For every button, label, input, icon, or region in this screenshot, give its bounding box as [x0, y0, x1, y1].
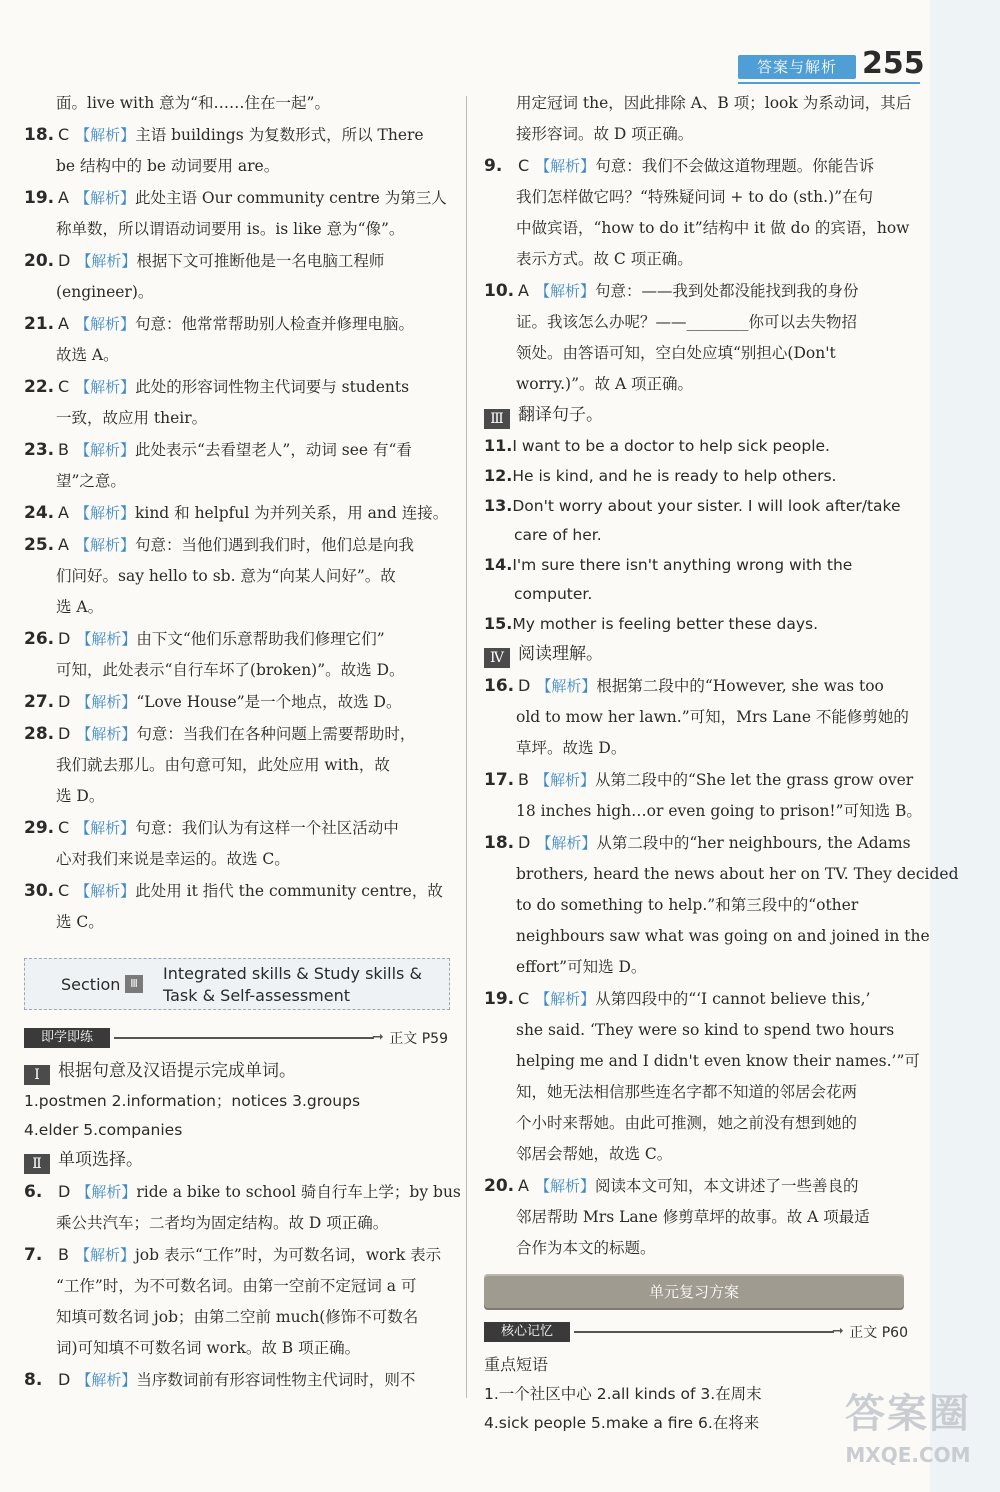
analysis-tag: 【解析】 — [76, 630, 137, 648]
explanation-text: ride a bike to school 骑自行车上学；by bus — [136, 1183, 461, 1201]
arrow-right-icon: ➞ — [372, 1029, 384, 1045]
question-number: 15. — [484, 614, 513, 633]
translation-text: I'm sure there isn't anything wrong with the — [512, 556, 853, 574]
part-1-icon: Ⅰ — [24, 1065, 50, 1085]
answer-line — [24, 308, 454, 340]
analysis-tag: 【解析】 — [75, 126, 136, 144]
answer-line — [24, 245, 454, 277]
translation-line: care of her. — [514, 526, 602, 544]
answer-line: 选 C。 — [56, 913, 104, 931]
explanation-text: 当序数词前有形容词性物主代词时，则不 — [136, 1371, 416, 1389]
explanation-text: kind 和 helpful 为并列关系，用 and 连接。 — [134, 504, 449, 522]
margin-strip — [930, 0, 1000, 1492]
part-3-icon: Ⅲ — [484, 409, 510, 429]
answer-line: 领处。由答语可知，空白处应填“别担心(Don't — [516, 344, 836, 362]
watermark-logo — [828, 1388, 988, 1484]
part-4-title: 阅读理解。 — [518, 644, 603, 664]
key-phrase-row: 4.sick people 5.make a fire 6.在将来 — [484, 1414, 760, 1432]
explanation-text: 此处表示“去看望老人”，动词 see 有“看 — [135, 441, 412, 459]
answer-choice: A — [58, 314, 69, 333]
answer-choice: C — [58, 881, 70, 900]
explanation-text: job 表示“工作”时，为可数名词，work 表示 — [135, 1246, 442, 1264]
translation-line — [484, 491, 914, 521]
drill-header — [24, 1024, 454, 1052]
answer-line: 合作为本文的标题。 — [516, 1239, 656, 1257]
analysis-tag: 【解析】 — [76, 725, 137, 743]
analysis-tag: 【解析】 — [535, 990, 596, 1008]
explanation-text: 句意：当我们在各种问题上需要帮助时， — [136, 725, 416, 743]
answer-choice: C — [518, 989, 530, 1008]
answer-line: 乘公共汽车；二者均为固定结构。故 D 项正确。 — [56, 1214, 389, 1232]
core-memory-rule — [574, 1331, 834, 1333]
analysis-tag: 【解析】 — [74, 504, 135, 522]
answer-line — [484, 764, 914, 796]
translation-text: I want to be a doctor to help sick people. — [512, 437, 830, 455]
arrow-right-icon: ➞ — [832, 1323, 844, 1339]
answer-line: effort”可知选 D。 — [516, 958, 647, 976]
explanation-text: 从第四段中的“‘I cannot believe this,’ — [595, 990, 871, 1008]
answer-line: old to mow her lawn.”可知，Mrs Lane 不能修剪她的 — [516, 708, 909, 726]
part-1-row: 1.postmen 2.information；notices 3.groups — [24, 1092, 361, 1110]
answer-choice: A — [518, 1176, 529, 1195]
answer-choice: B — [58, 440, 69, 459]
translation-text: My mother is feeling better these days. — [512, 615, 819, 633]
translation-line — [484, 609, 914, 639]
answer-line: 词)可知填不可数名词 work。故 B 项正确。 — [56, 1339, 361, 1357]
answer-line: 个小时来帮她。由此可推测，她之前没有想到她的 — [516, 1114, 858, 1132]
analysis-tag: 【解析】 — [535, 157, 596, 175]
right-answers — [484, 88, 914, 400]
section-title-line-1: Integrated skills & Study skills & — [163, 964, 422, 983]
answer-line — [24, 1239, 454, 1271]
question-number: 11. — [484, 436, 513, 455]
explanation-text: 根据下文可推断他是一名电脑工程师 — [136, 252, 385, 270]
review-bar: 单元复习方案 — [484, 1274, 904, 1310]
analysis-tag: 【解析】 — [76, 693, 137, 711]
left-column — [24, 88, 461, 1396]
left-answers — [24, 88, 454, 938]
question-number: 8. — [24, 1370, 43, 1390]
explanation-text: 此处主语 Our community centre 为第三人 — [134, 189, 447, 207]
section-label: Section — [61, 975, 121, 994]
explanation-text: 用定冠词 the，因此排除 A、B 项；look 为系动词，其后 — [516, 94, 912, 112]
part-2-title: 单项选择。 — [58, 1150, 143, 1170]
answer-line: 知填可数名词 job；由第二空前 much(修饰不可数名 — [56, 1308, 419, 1326]
analysis-tag: 【解析】 — [534, 771, 595, 789]
answer-line — [484, 827, 914, 859]
question-number: 20. — [484, 1176, 515, 1196]
answer-choice: C — [58, 377, 70, 396]
answer-choice: D — [518, 833, 531, 852]
answer-line: 选 A。 — [56, 598, 104, 616]
analysis-tag: 【解析】 — [74, 441, 135, 459]
question-number: 12. — [484, 466, 513, 485]
answer-line: 草坪。故选 D。 — [516, 739, 627, 757]
answer-choice: A — [58, 535, 69, 554]
reading-answers — [484, 670, 959, 1264]
answer-line — [24, 875, 454, 907]
analysis-tag: 【解析】 — [74, 315, 135, 333]
analysis-tag: 【解析】 — [534, 1177, 595, 1195]
question-number: 21. — [24, 314, 55, 334]
answer-line: brothers, heard the news about her on TV. They decided — [516, 865, 959, 883]
answer-line — [24, 497, 454, 529]
explanation-text: “Love House”是一个地点，故选 D。 — [136, 693, 402, 711]
answer-line — [24, 812, 454, 844]
header-rule — [738, 82, 920, 84]
answer-line: 中做宾语，“how to do it”结构中 it 做 do 的宾语，how — [516, 219, 910, 237]
answer-line — [484, 1170, 914, 1202]
answer-choice: B — [518, 770, 529, 789]
part-1-title: 根据句意及汉语提示完成单词。 — [58, 1061, 296, 1081]
answer-line: 们问好。say hello to sb. 意为“向某人问好”。故 — [56, 567, 396, 585]
core-memory-page-ref: 正文 P60 — [849, 1325, 908, 1341]
question-number: 20. — [24, 251, 55, 271]
translation-line — [484, 550, 914, 580]
question-number: 16. — [484, 676, 515, 696]
key-phrases-title: 重点短语 — [484, 1355, 549, 1374]
question-number: 22. — [24, 377, 55, 397]
answer-line: 18 inches high…or even going to prison!”可知选 B。 — [516, 802, 922, 820]
analysis-tag: 【解析】 — [75, 882, 136, 900]
explanation-text: 主语 buildings 为复数形式，所以 There — [135, 126, 424, 144]
answer-line: 称单数，所以谓语动词要用 is。is like 意为“像”。 — [56, 220, 405, 238]
analysis-tag: 【解析】 — [74, 1246, 135, 1264]
explanation-text: 由下文“他们乐意帮助我们修理它们” — [136, 630, 385, 648]
drill-badge: 即学即练 — [24, 1028, 110, 1048]
analysis-tag: 【解析】 — [76, 1183, 137, 1201]
explanation-text: 此处用 it 指代 the community centre，故 — [135, 882, 443, 900]
answer-line: “工作”时，为不可数名词。由第一空前不定冠词 a 可 — [56, 1277, 417, 1295]
translation-text: Don't worry about your sister. I will look after/take — [512, 497, 901, 515]
answer-line — [24, 1176, 461, 1208]
watermark-site: MXQE.COM — [845, 1443, 971, 1467]
answer-line: 望”之意。 — [56, 472, 126, 490]
explanation-text: 阅读本文可知，本文讲述了一些善良的 — [594, 1177, 859, 1195]
core-memory-badge: 核心记忆 — [484, 1322, 570, 1342]
answer-line: 知，她无法相信那些连名字都不知道的邻居会花两 — [516, 1083, 858, 1101]
question-number: 19. — [484, 989, 515, 1009]
column-divider — [466, 96, 467, 1398]
answer-line — [24, 88, 454, 119]
answer-choice: A — [518, 281, 529, 300]
answer-line: 故选 A。 — [56, 346, 119, 364]
section-box — [24, 958, 450, 1010]
answer-choice: A — [58, 503, 69, 522]
answer-choice: C — [58, 125, 70, 144]
question-number: 14. — [484, 555, 513, 574]
answer-line: she said. ‘They were so kind to spend two hours — [516, 1021, 895, 1039]
answer-line: be 结构中的 be 动词要用 are。 — [56, 157, 280, 175]
answer-line — [24, 434, 454, 466]
question-number: 27. — [24, 692, 55, 712]
question-number: 26. — [24, 629, 55, 649]
section-title — [163, 963, 422, 1007]
translation-line — [484, 431, 914, 461]
translation-line: computer. — [514, 585, 593, 603]
header-badge: 答案与解析 — [738, 55, 856, 79]
question-number: 18. — [484, 833, 515, 853]
watermark-text: 答案圈 — [845, 1391, 971, 1437]
answer-line — [24, 371, 454, 403]
part-4-icon: Ⅳ — [484, 648, 510, 668]
explanation-text: 根据第二段中的“However, she was too — [596, 677, 884, 695]
analysis-tag: 【解析】 — [75, 378, 136, 396]
question-number: 28. — [24, 724, 55, 744]
analysis-tag: 【解析】 — [536, 834, 597, 852]
question-number: 19. — [24, 188, 55, 208]
left-mc-answers — [24, 1176, 461, 1396]
translation-text: He is kind, and he is ready to help others. — [512, 467, 837, 485]
answer-line — [484, 670, 914, 702]
question-number: 23. — [24, 440, 55, 460]
key-phrase-row: 1.一个社区中心 2.all kinds of 3.在周末 — [484, 1385, 762, 1403]
answer-line: 我们怎样做它吗？“特殊疑问词 + to do (sth.)”在句 — [516, 188, 874, 206]
analysis-tag: 【解析】 — [74, 536, 135, 554]
answer-line — [24, 623, 454, 655]
answer-line — [24, 718, 454, 750]
core-memory-header — [484, 1318, 914, 1346]
answer-line: 心对我们来说是幸运的。故选 C。 — [56, 850, 290, 868]
explanation-text: 面。live with 意为“和……住在一起”。 — [56, 94, 330, 112]
question-number: 18. — [24, 125, 55, 145]
question-number: 9. — [484, 156, 503, 176]
answer-choice: D — [58, 629, 71, 648]
answer-line: helping me and I didn't even know their names.’”可 — [516, 1052, 920, 1070]
answer-line: worry.)”。故 A 项正确。 — [516, 375, 694, 393]
answer-choice: B — [58, 1245, 69, 1264]
analysis-tag: 【解析】 — [75, 819, 136, 837]
right-column — [484, 88, 959, 1438]
answer-choice: D — [58, 251, 71, 270]
explanation-text: 句意：他常常帮助别人检查并修理电脑。 — [134, 315, 414, 333]
answer-line — [24, 529, 454, 561]
answer-line — [24, 119, 454, 151]
answer-choice: D — [58, 692, 71, 711]
explanation-text: 句意：当他们遇到我们时，他们总是向我 — [134, 536, 414, 554]
answer-choice: A — [58, 188, 69, 207]
analysis-tag: 【解析】 — [536, 677, 597, 695]
analysis-tag: 【解析】 — [74, 189, 135, 207]
question-number: 17. — [484, 770, 515, 790]
part-1-heading — [24, 1056, 454, 1087]
question-number: 13. — [484, 496, 513, 515]
answer-choice: D — [58, 724, 71, 743]
drill-page-ref: 正文 P59 — [389, 1031, 448, 1047]
answer-line — [484, 275, 914, 307]
question-number: 25. — [24, 535, 55, 555]
part-1-row: 4.elder 5.companies — [24, 1121, 183, 1139]
answer-line: 一致，故应用 their。 — [56, 409, 208, 427]
answer-line: 邻居会帮她，故选 C。 — [516, 1145, 673, 1163]
answer-line: (engineer)。 — [56, 283, 154, 301]
answer-line: 邻居帮助 Mrs Lane 修剪草坪的故事。故 A 项最适 — [516, 1208, 870, 1226]
answer-line — [484, 150, 914, 182]
explanation-text: 句意：我们不会做这道物理题。你能告诉 — [595, 157, 875, 175]
explanation-text: 从第二段中的“her neighbours, the Adams — [596, 834, 911, 852]
section-title-line-2: Task & Self-assessment — [163, 986, 350, 1005]
answer-choice: C — [518, 156, 530, 175]
explanation-text: 从第二段中的“She let the grass grow over — [595, 771, 914, 789]
question-number: 10. — [484, 281, 515, 301]
part-2-icon: Ⅱ — [24, 1154, 50, 1174]
answer-line — [24, 686, 454, 718]
answer-choice: D — [58, 1370, 71, 1389]
answer-line: 我们就去那儿。由句意可知，此处应用 with，故 — [56, 756, 390, 774]
explanation-text: 句意：——我到处都没能找到我的身份 — [594, 282, 859, 300]
answer-line: 可知，此处表示“自行车坏了(broken)”。故选 D。 — [56, 661, 405, 679]
answer-line — [484, 88, 914, 119]
question-number: 6. — [24, 1182, 43, 1202]
section-number-icon: Ⅲ — [125, 975, 143, 993]
part-3-heading — [484, 400, 914, 431]
answer-line: to do something to help.”和第三段中的“other — [516, 896, 859, 914]
answer-line: 证。我该怎么办呢？——________你可以去失物招 — [516, 313, 858, 331]
question-number: 30. — [24, 881, 55, 901]
answer-choice: D — [58, 1182, 71, 1201]
analysis-tag: 【解析】 — [76, 1371, 137, 1389]
translation-line — [484, 461, 914, 491]
part-2-heading — [24, 1145, 454, 1176]
explanation-text: 句意：我们认为有这样一个社区活动中 — [135, 819, 399, 837]
answer-line — [24, 1364, 454, 1396]
question-number: 24. — [24, 503, 55, 523]
part-4-heading — [484, 639, 914, 670]
answer-line: 接形容词。故 D 项正确。 — [516, 125, 694, 143]
answer-line — [24, 182, 454, 214]
answer-line: 选 D。 — [56, 787, 105, 805]
answer-line — [484, 983, 914, 1015]
answer-line: 表示方式。故 C 项正确。 — [516, 250, 693, 268]
explanation-text: 此处的形容词性物主代词要与 students — [135, 378, 410, 396]
answer-line: neighbours saw what was going on and joined in the — [516, 927, 930, 945]
question-number: 7. — [24, 1245, 43, 1265]
analysis-tag: 【解析】 — [534, 282, 595, 300]
part-3-title: 翻译句子。 — [518, 405, 603, 425]
question-number: 29. — [24, 818, 55, 838]
drill-rule — [114, 1037, 374, 1039]
answer-choice: C — [58, 818, 70, 837]
page-number: 255 — [862, 46, 925, 81]
answer-choice: D — [518, 676, 531, 695]
translation-answers — [484, 431, 914, 639]
analysis-tag: 【解析】 — [76, 252, 137, 270]
